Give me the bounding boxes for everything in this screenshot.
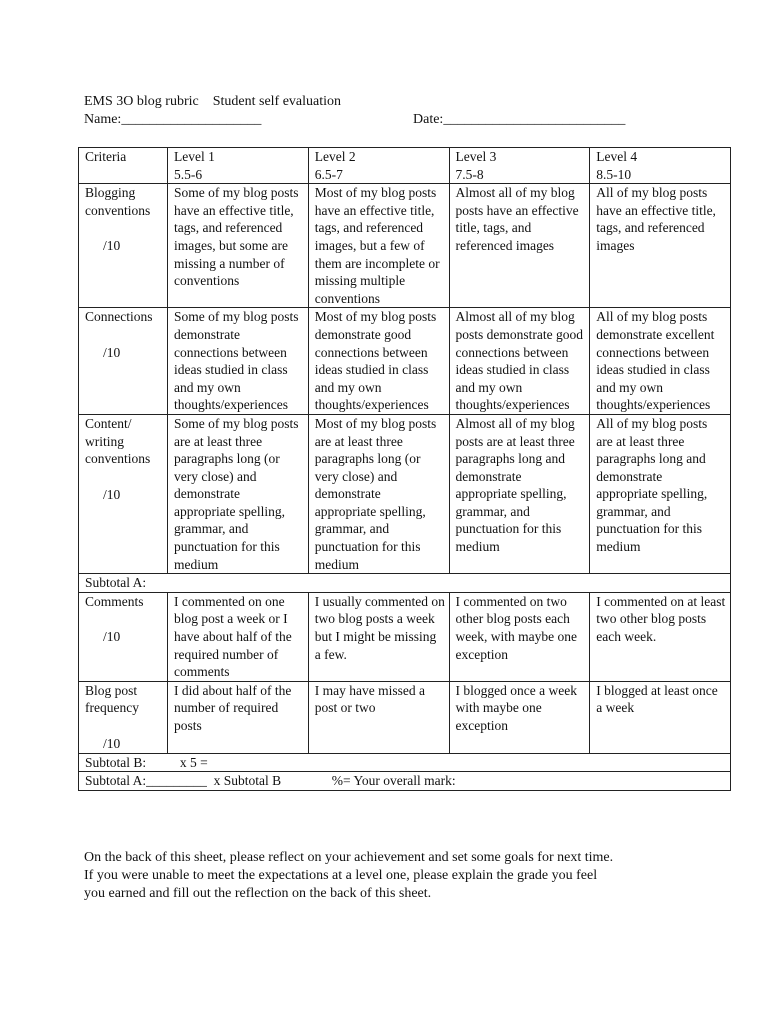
- name-field-label: Name:____________________: [84, 112, 262, 127]
- instruction-line: On the back of this sheet, please reflect on your achievement and set some goals for next time.: [84, 850, 614, 865]
- level-4-descriptor: All of my blog posts demonstrate excellent connections between ideas studied in class and my own thoughts/experiences: [590, 308, 731, 415]
- level-2-descriptor: I may have missed a post or two: [308, 681, 449, 753]
- level-2-descriptor: Most of my blog posts have an effective title, tags, and referenced images, but a few of them are incomplete or missing multiple conventions: [308, 184, 449, 308]
- level-3-descriptor: I blogged once a week with maybe one exception: [449, 681, 590, 753]
- criterion-cell: [79, 414, 168, 573]
- criterion-cell: [79, 308, 168, 415]
- rubric-row-blogging-conventions: [79, 184, 731, 308]
- subtotal-a-row: [79, 574, 731, 593]
- overall-mark-row: [79, 772, 731, 791]
- level-1-descriptor: I commented on one blog post a week or I have about half of the required number of comments: [168, 592, 309, 681]
- level-1-descriptor: Some of my blog posts are at least three paragraphs long (or very close) and demonstrate appropriate spelling, grammar, and punctuation for this medium: [168, 414, 309, 573]
- rubric-header-row: [79, 148, 731, 184]
- criterion-label: Content/ writing conventions: [85, 415, 151, 467]
- subtotal-b-row: [79, 753, 731, 772]
- criterion-label: Connections: [85, 309, 153, 325]
- level-4-range: 8.5-10: [596, 166, 632, 182]
- rubric-table: [78, 147, 731, 791]
- criterion-cell: [79, 592, 168, 681]
- level-3-descriptor: Almost all of my blog posts demonstrate good connections between ideas studied in class and my own thoughts/experiences: [449, 308, 590, 415]
- level-3-descriptor: I commented on two other blog posts each week, with maybe one exception: [449, 592, 590, 681]
- level-3-descriptor: Almost all of my blog posts have an effective title, tags, and referenced images: [449, 184, 590, 308]
- level-4-name: Level 4: [596, 149, 638, 164]
- level-4-descriptor: I blogged at least once a week: [590, 681, 731, 753]
- level-3-descriptor: Almost all of my blog posts are at least three paragraphs long and demonstrate appropriate spelling, grammar, and punctuation for this medium: [449, 414, 590, 573]
- level-1-range: 5.5-6: [174, 166, 203, 182]
- level-2-name: Level 2: [314, 149, 356, 164]
- rubric-row-content-writing: [79, 414, 731, 573]
- overall-mark-label: Subtotal A:_________ x Subtotal B %= Your overall mark:: [79, 772, 731, 791]
- criterion-score: /10: [103, 238, 121, 254]
- document-title: EMS 3O blog rubric Student self evaluation: [84, 94, 342, 109]
- criterion-cell: [79, 681, 168, 753]
- criterion-label: Blog post frequency: [85, 682, 139, 716]
- date-field-label: Date:__________________________: [413, 112, 626, 127]
- criterion-cell: [79, 184, 168, 308]
- level-1-descriptor: Some of my blog posts have an effective title, tags, and referenced images, but some are missing a number of conventions: [168, 184, 309, 308]
- level-4-descriptor: All of my blog posts have an effective title, tags, and referenced images: [590, 184, 731, 308]
- level-1-descriptor: Some of my blog posts demonstrate connections between ideas studied in class and my own thoughts/experiences: [168, 308, 309, 415]
- criteria-header: Criteria: [79, 148, 168, 184]
- level-2-range: 6.5-7: [314, 166, 343, 182]
- level-3-range: 7.5-8: [455, 166, 484, 182]
- level-1-header: [168, 148, 309, 184]
- level-2-descriptor: Most of my blog posts are at least three paragraphs long (or very close) and demonstrate appropriate spelling, grammar, and punctuation for this medium: [308, 414, 449, 573]
- level-3-header: [449, 148, 590, 184]
- criterion-label: Blogging conventions: [85, 185, 151, 218]
- level-1-name: Level 1: [174, 149, 215, 164]
- criterion-score: /10: [103, 344, 121, 360]
- level-3-name: Level 3: [455, 149, 497, 164]
- instruction-line: If you were unable to meet the expectations at a level one, please explain the grade you feel: [84, 868, 598, 883]
- level-4-header: [590, 148, 731, 184]
- instruction-line: you earned and fill out the reflection on the back of this sheet.: [84, 886, 432, 901]
- subtotal-a-label: Subtotal A:: [79, 574, 731, 593]
- level-4-descriptor: All of my blog posts are at least three paragraphs long and demonstrate appropriate spelling, grammar, and punctuation for this medium: [590, 414, 731, 573]
- subtotal-b-label: Subtotal B: x 5 =: [79, 753, 731, 772]
- rubric-row-comments: [79, 592, 731, 681]
- criterion-score: /10: [103, 629, 121, 645]
- level-2-descriptor: Most of my blog posts demonstrate good connections between ideas studied in class and my own thoughts/experiences: [308, 308, 449, 415]
- level-4-descriptor: I commented on at least two other blog posts each week.: [590, 592, 731, 681]
- criterion-score: /10: [103, 486, 121, 502]
- criterion-label: Comments: [85, 593, 144, 609]
- criterion-score: /10: [103, 736, 121, 751]
- level-1-descriptor: I did about half of the number of required posts: [168, 681, 309, 753]
- instructions: [84, 849, 613, 903]
- level-2-descriptor: I usually commented on two blog posts a week but I might be missing a few.: [308, 592, 449, 681]
- rubric-row-blog-post-frequency: [79, 681, 731, 753]
- rubric-row-connections: [79, 308, 731, 415]
- level-2-header: [308, 148, 449, 184]
